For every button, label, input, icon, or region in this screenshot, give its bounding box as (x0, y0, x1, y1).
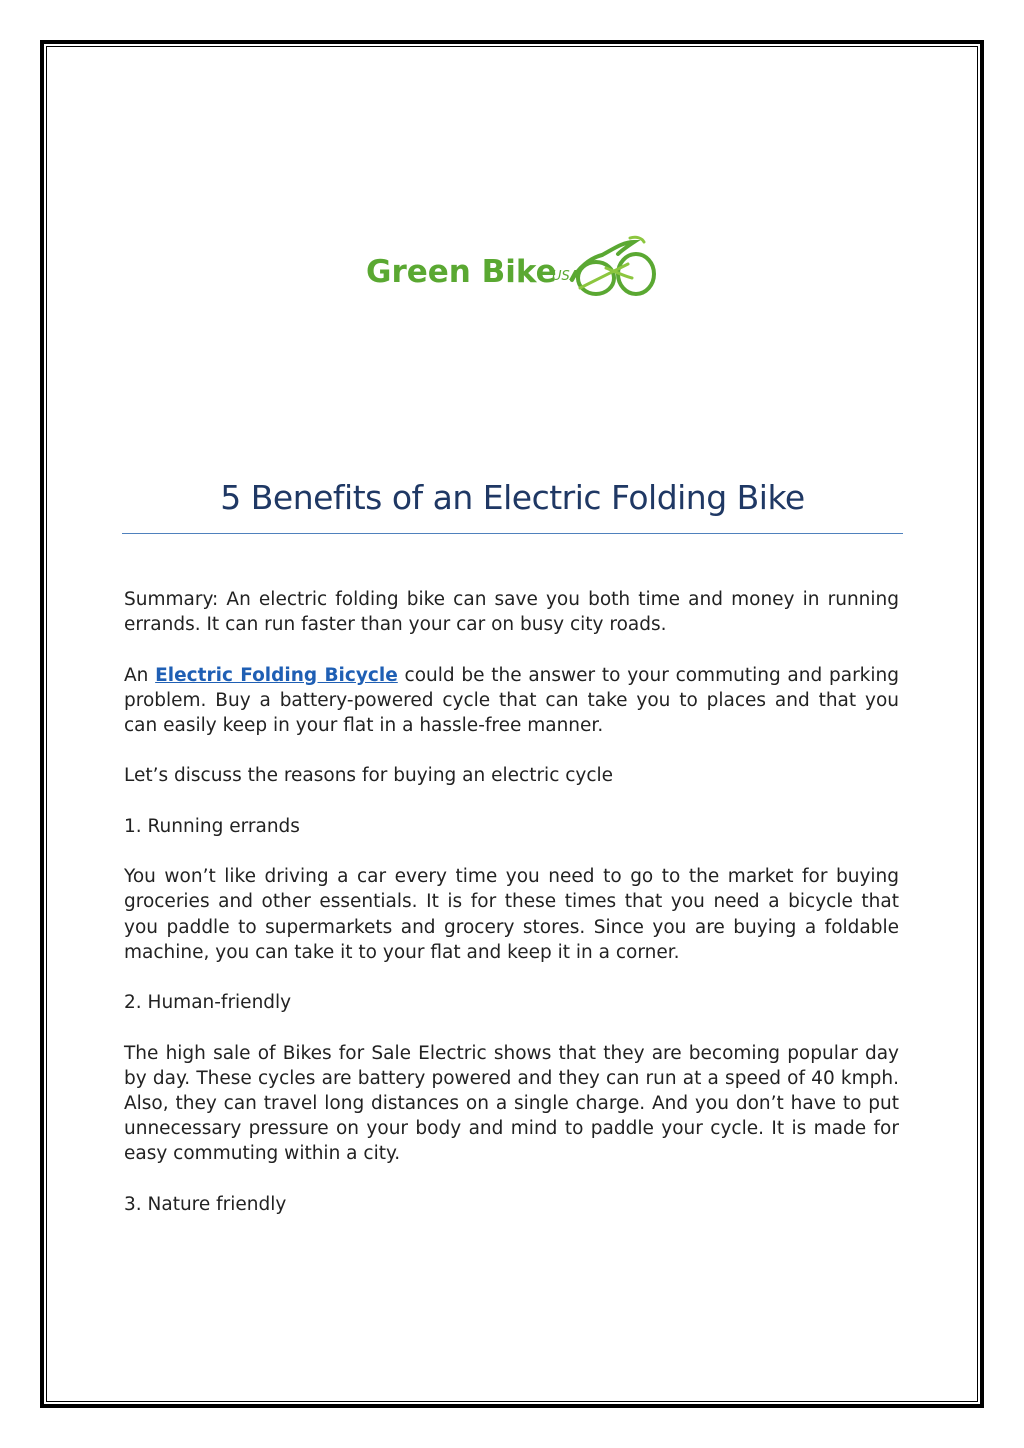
logo-usa-text: USA (552, 269, 579, 284)
title-underline-rule (122, 533, 903, 534)
section-body-human-friendly: The high sale of Bikes for Sale Electric shows that they are becoming popular day by day. These cycles are battery powered and they can run at a speed of 40 kmph. Also, they can travel long distances on a single charge. And you don’t have to put unnecessary pressure on your body and mind to paddle your cycle. It is made for easy commuting within a city. (124, 1042, 899, 1165)
intro-paragraph (124, 663, 899, 739)
document-body (124, 587, 899, 1242)
section-heading-nature-friendly: 3. Nature friendly (124, 1193, 287, 1215)
section-body-running-errands: You won’t like driving a car every time you need to go to the market for buying groceries and other essentials. It is for these times that you need a bicycle that you paddle to supermarkets and grocery stores. Since you are buying a foldable machine, you can take it to your flat and keep it in a corner. (124, 866, 899, 963)
logo-text: Green Bike (366, 254, 557, 290)
document-title: 5 Benefits of an Electric Folding Bike (220, 478, 805, 517)
intro-prefix: An (124, 664, 156, 686)
green-bike-usa-logo (366, 228, 658, 304)
summary-paragraph: Summary: An electric folding bike can save you both time and money in running errands. It can run faster than your car on busy city roads. (124, 589, 899, 636)
discuss-paragraph: Let’s discuss the reasons for buying an electric cycle (124, 765, 614, 787)
section-heading-running-errands: 1. Running errands (124, 815, 300, 837)
electric-folding-bicycle-link[interactable]: Electric Folding Bicycle (155, 664, 398, 686)
bicycle-swoosh-icon (572, 237, 654, 294)
section-heading-human-friendly: 2. Human-friendly (124, 992, 292, 1014)
intro-suffix: could be the answer to your commuting and parking problem. Buy a battery-powered cycle that can take you to places and that you can easily keep in your flat in a hassle-free manner. (124, 664, 899, 736)
